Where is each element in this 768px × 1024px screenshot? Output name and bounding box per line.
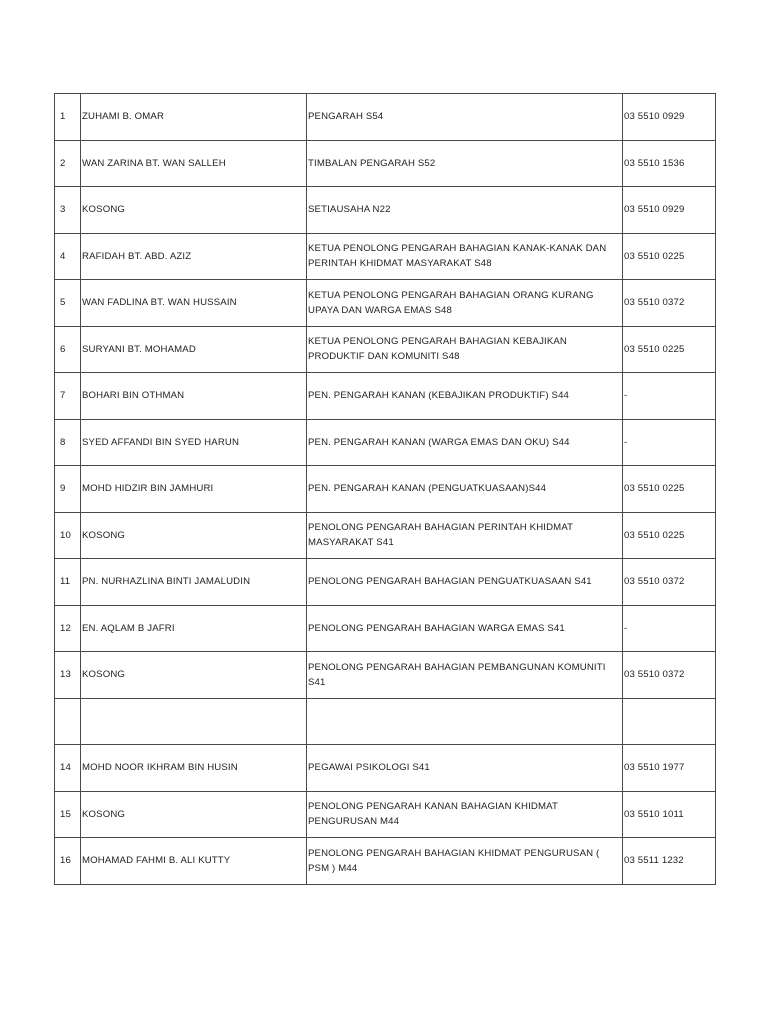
position-title: PEN. PENGARAH KANAN (KEBAJIKAN PRODUKTIF) S44 xyxy=(307,373,623,420)
position-title: PENOLONG PENGARAH BAHAGIAN PEMBANGUNAN KOMUNITI S41 xyxy=(307,652,623,699)
staff-name: SURYANI BT. MOHAMAD xyxy=(81,326,307,373)
staff-name: KOSONG xyxy=(81,652,307,699)
row-number: 10 xyxy=(55,512,81,559)
staff-name: MOHD NOOR IKHRAM BIN HUSIN xyxy=(81,745,307,792)
table-row xyxy=(55,419,716,466)
row-number: 13 xyxy=(55,652,81,699)
row-number xyxy=(55,698,81,745)
table-row xyxy=(55,512,716,559)
row-number: 1 xyxy=(55,94,81,141)
phone-number: 03 5510 0225 xyxy=(623,512,716,559)
staff-name: PN. NURHAZLINA BINTI JAMALUDIN xyxy=(81,559,307,606)
table-row xyxy=(55,605,716,652)
table-row xyxy=(55,326,716,373)
table-row xyxy=(55,94,716,141)
staff-directory-table xyxy=(54,93,716,885)
phone-number: 03 5510 1977 xyxy=(623,745,716,792)
table-row xyxy=(55,652,716,699)
phone-number: 03 5510 0372 xyxy=(623,652,716,699)
staff-name: WAN FADLINA BT. WAN HUSSAIN xyxy=(81,280,307,327)
position-title: PENGARAH S54 xyxy=(307,94,623,141)
staff-name: KOSONG xyxy=(81,187,307,234)
position-title: PEGAWAI PSIKOLOGI S41 xyxy=(307,745,623,792)
position-title: TIMBALAN PENGARAH S52 xyxy=(307,140,623,187)
phone-number: - xyxy=(623,605,716,652)
table-row xyxy=(55,187,716,234)
position-title: PEN. PENGARAH KANAN (PENGUATKUASAAN)S44 xyxy=(307,466,623,513)
position-title: KETUA PENOLONG PENGARAH BAHAGIAN ORANG KURANG UPAYA DAN WARGA EMAS S48 xyxy=(307,280,623,327)
row-number: 11 xyxy=(55,559,81,606)
staff-name: WAN ZARINA BT. WAN SALLEH xyxy=(81,140,307,187)
table-row xyxy=(55,745,716,792)
row-number: 3 xyxy=(55,187,81,234)
row-number: 8 xyxy=(55,419,81,466)
phone-number: 03 5510 0225 xyxy=(623,466,716,513)
table-row xyxy=(55,233,716,280)
row-number: 2 xyxy=(55,140,81,187)
table-row xyxy=(55,698,716,745)
phone-number: 03 5510 1011 xyxy=(623,791,716,838)
phone-number: 03 5510 1536 xyxy=(623,140,716,187)
position-title: PENOLONG PENGARAH BAHAGIAN PENGUATKUASAAN S41 xyxy=(307,559,623,606)
row-number: 12 xyxy=(55,605,81,652)
phone-number: 03 5511 1232 xyxy=(623,838,716,885)
row-number: 4 xyxy=(55,233,81,280)
phone-number: 03 5510 0225 xyxy=(623,326,716,373)
position-title: PEN. PENGARAH KANAN (WARGA EMAS DAN OKU) S44 xyxy=(307,419,623,466)
row-number: 14 xyxy=(55,745,81,792)
position-title: PENOLONG PENGARAH KANAN BAHAGIAN KHIDMAT PENGURUSAN M44 xyxy=(307,791,623,838)
staff-name: MOHAMAD FAHMI B. ALI KUTTY xyxy=(81,838,307,885)
position-title: PENOLONG PENGARAH BAHAGIAN WARGA EMAS S41 xyxy=(307,605,623,652)
table-row xyxy=(55,140,716,187)
staff-name: ZUHAMI B. OMAR xyxy=(81,94,307,141)
row-number: 7 xyxy=(55,373,81,420)
phone-number: 03 5510 0372 xyxy=(623,280,716,327)
phone-number: 03 5510 0225 xyxy=(623,233,716,280)
position-title: SETIAUSAHA N22 xyxy=(307,187,623,234)
staff-name: MOHD HIDZIR BIN JAMHURI xyxy=(81,466,307,513)
staff-name xyxy=(81,698,307,745)
table-row xyxy=(55,280,716,327)
staff-name: SYED AFFANDI BIN SYED HARUN xyxy=(81,419,307,466)
phone-number: - xyxy=(623,419,716,466)
phone-number: 03 5510 0929 xyxy=(623,94,716,141)
staff-name: BOHARI BIN OTHMAN xyxy=(81,373,307,420)
staff-name: RAFIDAH BT. ABD. AZIZ xyxy=(81,233,307,280)
table-row xyxy=(55,466,716,513)
position-title: KETUA PENOLONG PENGARAH BAHAGIAN KEBAJIKAN PRODUKTIF DAN KOMUNITI S48 xyxy=(307,326,623,373)
row-number: 9 xyxy=(55,466,81,513)
table-row xyxy=(55,791,716,838)
position-title xyxy=(307,698,623,745)
row-number: 6 xyxy=(55,326,81,373)
phone-number xyxy=(623,698,716,745)
phone-number: 03 5510 0929 xyxy=(623,187,716,234)
row-number: 15 xyxy=(55,791,81,838)
staff-name: KOSONG xyxy=(81,791,307,838)
row-number: 5 xyxy=(55,280,81,327)
position-title: PENOLONG PENGARAH BAHAGIAN PERINTAH KHIDMAT MASYARAKAT S41 xyxy=(307,512,623,559)
table-row xyxy=(55,838,716,885)
phone-number: - xyxy=(623,373,716,420)
table-row xyxy=(55,373,716,420)
table-row xyxy=(55,559,716,606)
table-body xyxy=(55,94,716,885)
phone-number: 03 5510 0372 xyxy=(623,559,716,606)
staff-name: EN. AQLAM B JAFRI xyxy=(81,605,307,652)
row-number: 16 xyxy=(55,838,81,885)
position-title: KETUA PENOLONG PENGARAH BAHAGIAN KANAK-KANAK DAN PERINTAH KHIDMAT MASYARAKAT S48 xyxy=(307,233,623,280)
staff-name: KOSONG xyxy=(81,512,307,559)
position-title: PENOLONG PENGARAH BAHAGIAN KHIDMAT PENGURUSAN ( PSM ) M44 xyxy=(307,838,623,885)
